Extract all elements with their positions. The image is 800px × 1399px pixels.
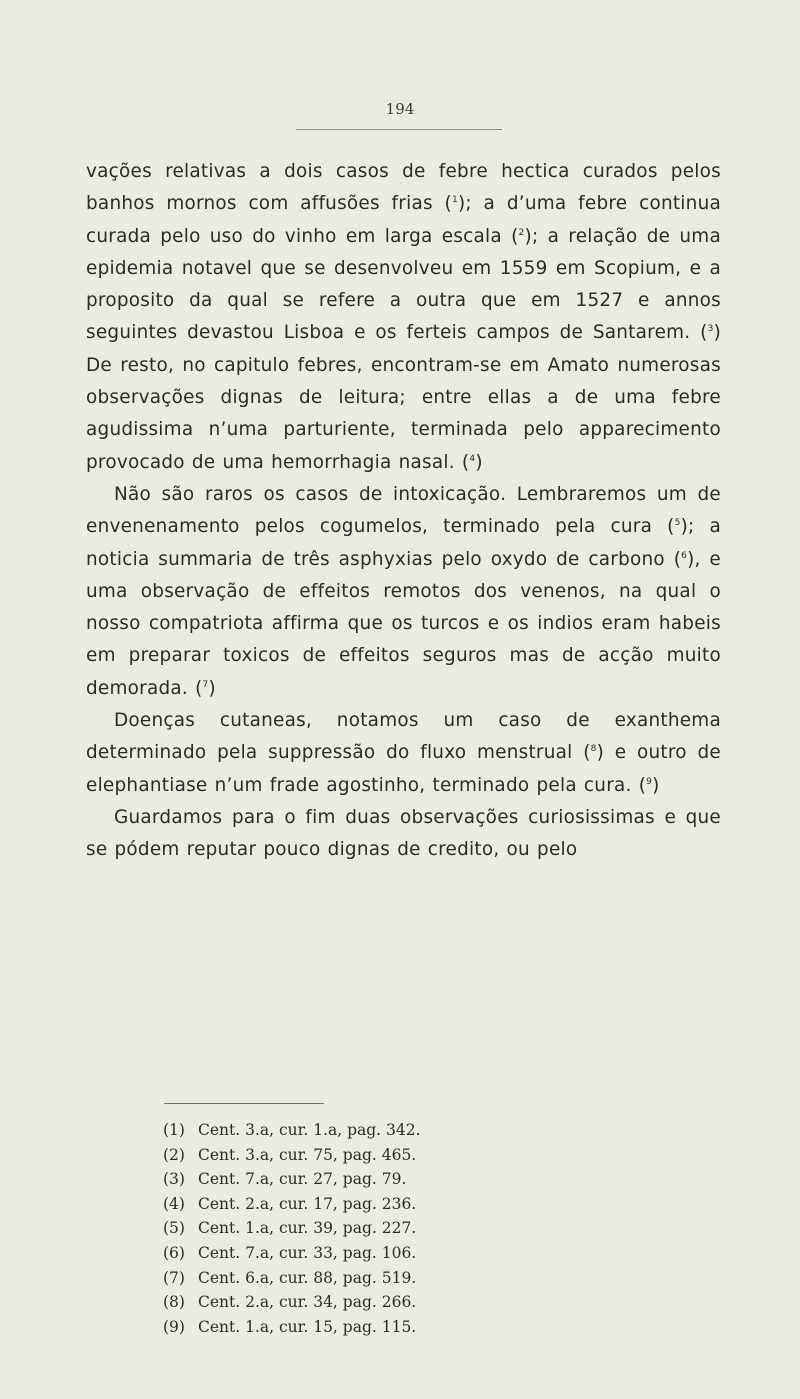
footnote-number: (1) [163, 1121, 185, 1139]
paragraph-text: ) [652, 774, 660, 796]
paragraph [86, 705, 721, 802]
footnote-number: (3) [163, 1170, 185, 1189]
paragraph-text: ) e outro de elephantiase n’um frade agostinho, terminado pela cura. ( [86, 742, 721, 796]
footnote-text: Cent. 3.a, cur. 75, pag. 465. [198, 1145, 417, 1164]
footnote-rule [164, 1103, 324, 1104]
footnote-text: Cent. 2.a, cur. 34, pag. 266. [198, 1293, 417, 1312]
footnote-text: Cent. 7.a, cur. 33, pag. 106. [198, 1243, 417, 1262]
footnote-item [163, 1315, 421, 1340]
page-number: 194 [385, 100, 415, 118]
paragraph [86, 479, 721, 705]
paragraph [86, 802, 721, 867]
footnote-text: Cent. 7.a, cur. 27, pag. 79. [198, 1170, 407, 1189]
footnote-marker: 4 [469, 453, 476, 464]
paragraph-text: ) [208, 677, 216, 699]
paragraph-text: ), e uma observação de effeitos remotos dos venenos, na qual o nosso compatriota affirma que os turcos e os indios eram habeis em preparar toxicos de effeitos seguros mas de acção muito demorada. ( [86, 548, 721, 699]
footnotes [163, 1118, 421, 1339]
header-rule [296, 129, 502, 130]
footnote-item [163, 1143, 421, 1168]
paragraph-text: vações relativas a dois casos de febre hectica curados pelos banhos mornos com affusões frias ( [86, 161, 721, 215]
footnote-marker: 6 [681, 550, 688, 561]
footnote-item [163, 1266, 421, 1291]
paragraph-text: ) [475, 451, 483, 473]
body-text [86, 156, 721, 867]
footnote-item [163, 1167, 421, 1192]
paragraph-text: ); a noticia summaria de três asphyxias pelo oxydo de carbono ( [86, 516, 721, 570]
footnote-marker: 2 [518, 227, 525, 238]
footnote-marker: 1 [451, 195, 458, 206]
footnote-text: Cent. 2.a, cur. 17, pag. 236. [198, 1194, 417, 1213]
footnote-text: Cent. 1.a, cur. 39, pag. 227. [198, 1219, 417, 1238]
footnote-item [163, 1241, 421, 1266]
paragraph [86, 156, 721, 479]
footnote-text: Cent. 6.a, cur. 88, pag. 519. [198, 1268, 417, 1287]
paragraph-text: Não são raros os casos de intoxicação. Lembraremos um de envenenamento pelos cogumelos, terminado pela cura ( [86, 483, 721, 538]
footnote-number: (4) [163, 1194, 185, 1213]
footnote-number: (9) [163, 1317, 185, 1336]
paragraph-text: ); a d’uma febre continua curada pelo uso do vinho em larga escala ( [86, 193, 721, 247]
footnote-text: Cent. 1.a, cur. 15, pag. 115. [198, 1317, 417, 1336]
footnote-number: (7) [163, 1268, 185, 1287]
footnote-marker: 9 [646, 776, 653, 787]
footnote-number: (5) [163, 1219, 185, 1238]
footnote-marker: 5 [674, 518, 681, 529]
footnote-marker: 8 [590, 744, 597, 755]
paragraph-text: Guardamos para o fim duas observações curiosissimas e que se pódem reputar pouco dignas de credito, ou pelo [86, 806, 721, 861]
footnote-item [163, 1118, 421, 1143]
footnote-item [163, 1290, 421, 1315]
footnote-item [163, 1192, 421, 1217]
footnote-number: (6) [163, 1243, 185, 1262]
paragraph-text: Doenças cutaneas, notamos um caso de exanthema determinado pela suppressão do fluxo menstrual ( [86, 710, 721, 764]
footnote-marker: 7 [202, 679, 209, 690]
paragraph-text: ) De resto, no capitulo febres, encontram-se em Amato numerosas observações dignas de leitura; entre ellas a de uma febre agudissima n’uma parturiente, terminada pelo apparecimento provocado de uma hemorrhagia nasal. ( [86, 322, 721, 473]
footnote-marker: 3 [707, 324, 714, 335]
paragraph-text: ); a relação de uma epidemia notavel que se desenvolveu em 1559 em Scopium, e a proposito da qual se refere a outra que em 1527 e annos seguintes devastou Lisboa e os ferteis campos de Santarem. ( [86, 225, 721, 344]
footnote-number: (2) [163, 1145, 185, 1164]
footnote-number: (8) [163, 1293, 185, 1312]
footnote-text: Cent. 3.a, cur. 1.a, pag. 342. [198, 1121, 421, 1139]
footnote-item [163, 1216, 421, 1241]
